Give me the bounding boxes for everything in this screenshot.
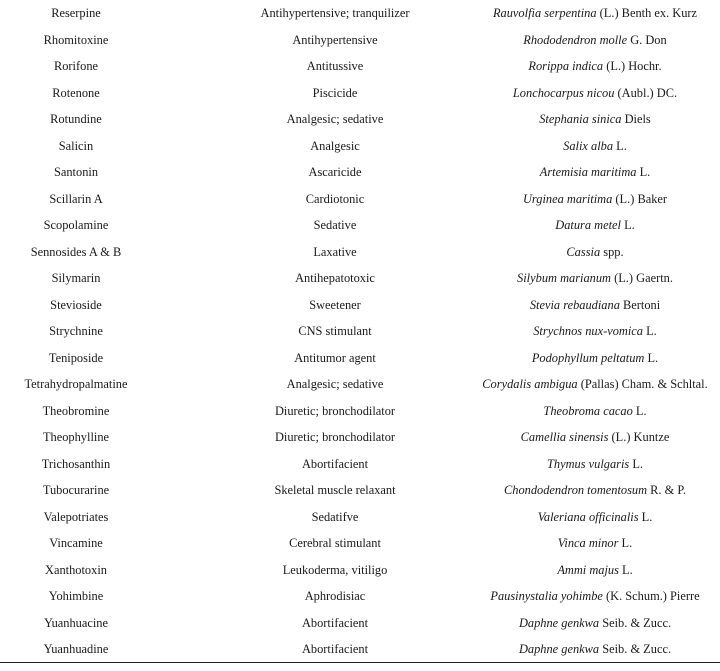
plant-authority: (L.) Hochr. [603,59,662,73]
pharmacological-action: Antihepatotoxic [295,271,375,285]
pharmacological-action: Leukoderma, vitiligo [282,562,388,577]
pharmacological-action: Antihypertensive; tranquilizer [260,6,410,20]
plant-source [460,424,720,451]
compound-name: Scopolamine [43,218,109,232]
compound-name: Xanthotoxin [45,562,107,577]
plant-species: Theobroma cacao [543,403,633,418]
pharmacological-action: Analgesic; sedative [286,112,384,126]
table-row [0,53,720,80]
plant-species: Cassia [566,244,601,259]
plant-species: Datura metel [555,218,621,232]
table-bottom-rule [0,662,720,663]
plant-authority: L. [636,165,651,179]
compound-name: Tetrahydropalmatine [24,377,128,391]
plant-authority: (L.) Benth ex. Kurz [596,6,698,20]
plant-authority: L. [618,536,633,550]
pharmacological-action: Abortifacient [301,642,369,656]
plant-authority: L. [632,403,647,418]
plant-source [460,53,720,80]
pharmacological-action: CNS stimulant [298,324,372,338]
pharmacological-action: Diuretic; bronchodilator [274,403,396,418]
table-row [0,133,720,160]
plant-source [460,27,720,54]
compound-name: Teniposide [48,350,104,365]
compound-name: Salicin [58,138,94,153]
plant-species: Salix alba [563,138,614,153]
compound-name: Rhomitoxine [43,32,109,47]
plant-species: Rauvolfia serpentina [492,6,597,20]
compound-name: Silymarin [51,271,101,285]
plant-source [460,292,720,319]
compound-name: Scillarin A [49,191,103,206]
plant-species: Chondodendron tomentosum [504,483,648,497]
compound-name: Stevioside [50,297,102,312]
compound-name: Yuanhuacine [44,615,108,630]
plant-source [460,133,720,160]
table-row [0,265,720,292]
pharmacological-action: Ascaricide [308,165,362,179]
plant-source [460,610,720,637]
plant-species: Camellia sinensis [520,430,609,444]
compound-name: Trichosanthin [41,456,111,471]
plant-authority: L. [644,350,659,365]
table-row [0,318,720,345]
pharmacological-action: Diuretic; bronchodilator [274,430,396,444]
plant-source [460,212,720,239]
plant-species: Pausinystalia yohimbe [490,589,603,603]
plant-authority: R. & P. [647,483,686,497]
compound-name: Theobromine [42,403,110,418]
plant-authority: L. [620,218,635,232]
table-row [0,530,720,557]
table-row [0,106,720,133]
plant-species: Strychnos nux-vomica [533,324,643,338]
compound-name: Santonin [53,165,99,179]
pharmacological-action: Cerebral stimulant [289,536,381,550]
compound-name: Strychnine [49,324,103,338]
plant-authority: (L.) Gaertn. [611,271,673,285]
pharmacological-action: Aphrodisiac [304,589,366,603]
pharmacological-action: Antitussive [306,59,364,73]
pharmacological-action: Abortifacient [301,615,369,630]
table-row [0,477,720,504]
pharmacological-action: Antitumor agent [294,350,376,365]
compound-name: Sennosides A & B [30,244,122,259]
plant-source [460,583,720,610]
plant-species: Daphne genkwa [518,642,600,656]
plant-species: Thymus vulgaris [546,456,630,471]
plant-source [460,398,720,425]
table-row [0,239,720,266]
plant-authority: L. [638,509,653,524]
plant-species: Urginea maritima [522,191,613,206]
table-row [0,212,720,239]
plant-source [460,80,720,107]
plant-species: Lonchocarpus nicou [512,85,615,100]
plant-authority: L. [643,324,657,338]
pharmacological-action: Skeletal muscle relaxant [274,483,396,497]
plant-species: Valeriana officinalis [537,509,639,524]
plant-authority: L. [629,456,644,471]
table-row [0,610,720,637]
table-row [0,186,720,213]
table-row [0,292,720,319]
plant-species: Podophyllum peltatum [531,350,645,365]
plant-species: Daphne genkwa [518,615,600,630]
plant-species: Rhododendron molle [523,32,628,47]
plant-source [460,159,720,186]
table-row [0,583,720,610]
pharmacological-action: Sedatifve [311,509,359,524]
compound-name: Tubocurarine [42,483,110,497]
compound-name: Yohimbine [48,589,104,603]
pharmacological-action: Sweetener [309,297,361,312]
plant-species: Corydalis ambigua [482,377,578,391]
plant-authority: (L.) Baker [612,191,668,206]
table-row [0,398,720,425]
plant-source [460,557,720,584]
compound-name: Valepotriates [43,509,109,524]
plant-species: Silybum marianum [517,271,612,285]
plant-source [460,345,720,372]
compound-name: Rorifone [53,59,99,73]
plant-source [460,318,720,345]
pharmacological-action: Antihypertensive [292,32,378,47]
plant-authority: L. [613,138,627,153]
compound-name: Reserpine [51,6,101,20]
pharmacological-action: Piscicide [312,85,358,100]
plant-species: Artemisia maritima [539,165,637,179]
plant-source [460,530,720,557]
table-row [0,27,720,54]
pharmacological-action: Analgesic; sedative [286,377,384,391]
plant-species: Rorippa indica [528,59,604,73]
pharmacological-action: Sedative [313,218,357,232]
plant-species: Stephania sinica [539,112,622,126]
plant-source [460,371,720,398]
plant-authority: Diels [621,112,651,126]
plant-authority: Seib. & Zucc. [599,642,672,656]
compound-name: Theophylline [42,430,110,444]
plant-species: Vinca minor [557,536,619,550]
pharmacological-action: Cardiotonic [305,191,365,206]
plant-source [460,186,720,213]
pharmacological-action: Abortifacient [301,456,369,471]
table-row [0,451,720,478]
plant-source [460,265,720,292]
compound-name: Vincamine [49,536,103,550]
table-row [0,345,720,372]
plant-authority: L. [618,562,633,577]
plant-source [460,106,720,133]
table-row [0,504,720,531]
compound-name: Rotundine [50,112,102,126]
plant-authority: spp. [600,244,624,259]
table-row [0,80,720,107]
plant-species: Ammi majus [557,562,619,577]
plant-source [460,0,720,27]
compound-name: Yuanhuadine [43,642,109,656]
plant-authority: (L.) Kuntze [608,430,670,444]
plant-source [460,477,720,504]
compound-name: Rotenone [52,85,100,100]
plant-source [460,636,720,663]
table-row [0,371,720,398]
plant-authority: G. Don [627,32,667,47]
pharmacological-action: Laxative [313,244,357,259]
pharmacological-action: Analgesic [310,138,360,153]
plant-source [460,451,720,478]
plant-species: Stevia rebaudiana [529,297,620,312]
plant-authority: (Aubl.) DC. [614,85,678,100]
table-row [0,424,720,451]
table-row [0,159,720,186]
plant-source [460,239,720,266]
plant-source [460,504,720,531]
plant-authority: Bertoni [619,297,661,312]
plant-authority: (Pallas) Cham. & Schltal. [577,377,708,391]
table-row [0,557,720,584]
table-row [0,636,720,663]
table-row [0,0,720,27]
plant-authority: (K. Schum.) Pierre [602,589,700,603]
plant-authority: Seib. & Zucc. [599,615,672,630]
